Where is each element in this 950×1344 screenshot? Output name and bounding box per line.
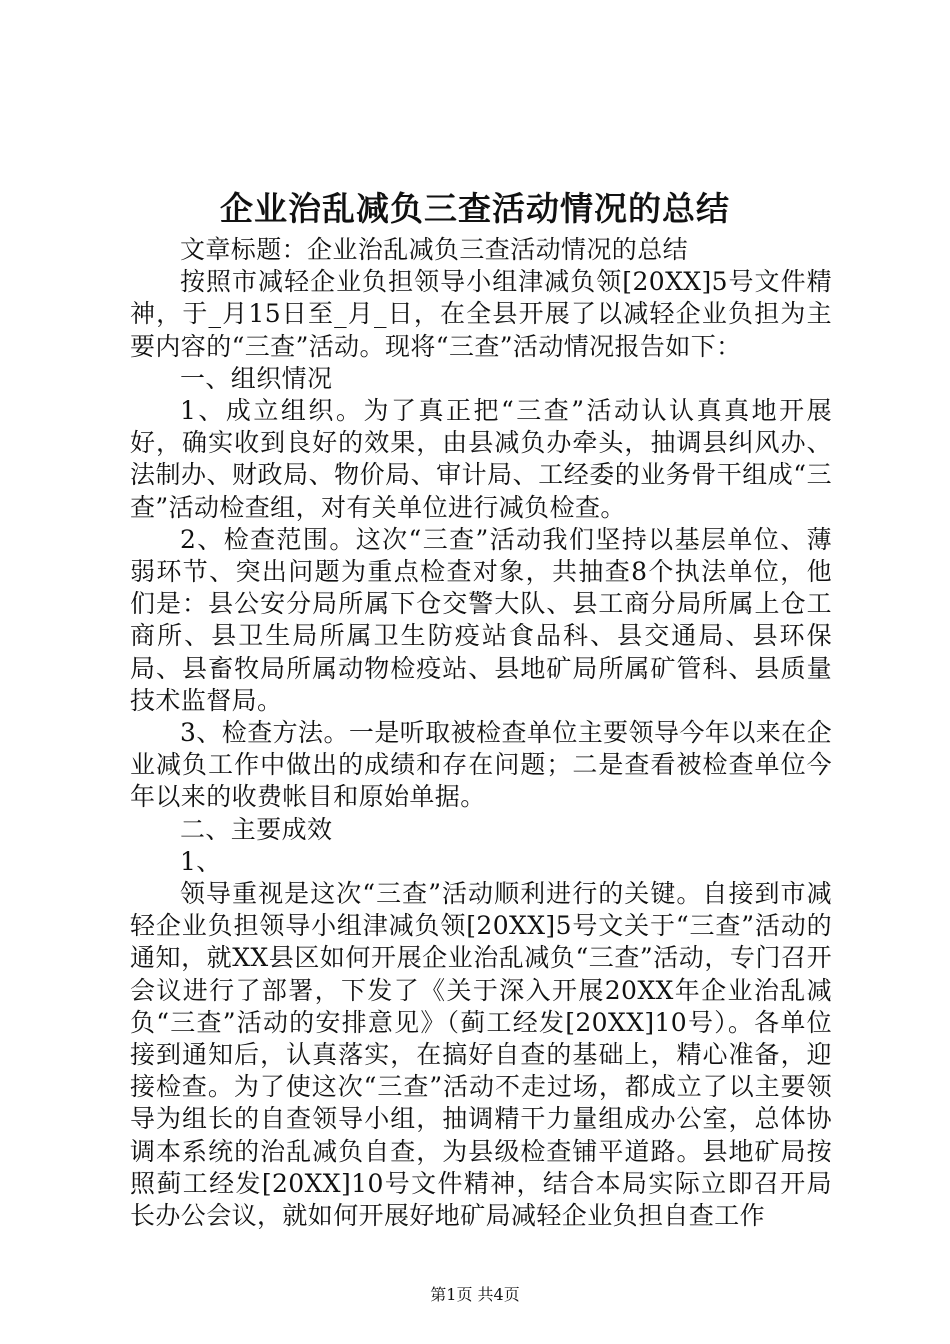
- page-footer: 第1页 共4页: [430, 1285, 520, 1304]
- paragraph-article-title: 文章标题：企业治乱减负三查活动情况的总结: [180, 235, 689, 264]
- paragraph-intro: 按照市减轻企业负担领导小组津减负领[20XX]5号文件精神，于_月15日至_月_日，在全县开展了以减轻企业负担为主要内容的“三查”活动。现将“三查”活动情况报告如下：: [130, 267, 832, 361]
- document-title: 企业治乱减负三查活动情况的总结: [220, 189, 730, 228]
- paragraph-item-1: 1、: [180, 846, 222, 876]
- document-body: [130, 234, 832, 1232]
- paragraph-leadership: 领导重视是这次“三查”活动顺利进行的关键。自接到市减轻企业负担领导小组津减负领[20XX]5号文关于“三查”活动的通知，就XX县区如何开展企业治乱减负“三查”活动，专门召开会议进行了部署，下发了《关于深入开展20XX年企业治乱减负“三查”活动的安排意见》（蓟工经发[20XX]10号）。各单位接到通知后，认真落实，在搞好自查的基础上，精心准备，迎接检查。为了使这次“三查”活动不走过场，都成立了以主要领导为组长的自查领导小组，抽调精干力量组成办公室，总体协调本系统的治乱减负自查，为县级检查铺平道路。县地矿局按照蓟工经发[20XX]10号文件精神，结合本局实际立即召开局长办公会议，就如何开展好地矿局减轻企业负担自查工作: [130, 879, 832, 1231]
- heading-main-results: 二、主要成效: [180, 814, 333, 844]
- heading-organization: 一、组织情况: [180, 363, 333, 393]
- paragraph-inspection-method: 3、检查方法。一是听取被检查单位主要领导今年以来在企业减负工作中做出的成绩和存在问题；二是查看被检查单位今年以来的收费帐目和原始单据。: [130, 718, 832, 812]
- paragraph-inspection-scope: 2、检查范围。这次“三查”活动我们坚持以基层单位、薄弱环节、突出问题为重点检查对象，共抽查8个执法单位，他们是：县公安分局所属下仓交警大队、县工商分局所属上仓工商所、县卫生局所属卫生防疫站食品科、县交通局、县环保局、县畜牧局所属动物检疫站、县地矿局所属矿管科、县质量技术监督局。: [130, 524, 832, 715]
- paragraph-establish-org: 1、成立组织。为了真正把“三查”活动认认真真地开展好，确实收到良好的效果，由县减负办牵头，抽调县纠风办、法制办、财政局、物价局、审计局、工经委的业务骨干组成“三查”活动检查组，对有关单位进行减负检查。: [130, 396, 832, 522]
